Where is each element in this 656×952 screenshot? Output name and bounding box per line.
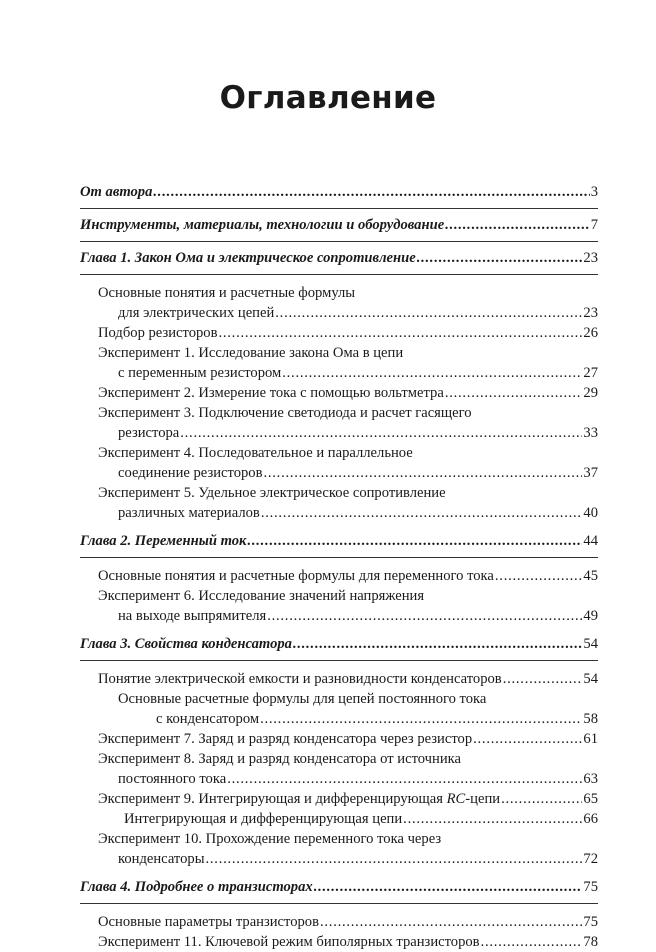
leader-dots <box>227 769 582 789</box>
toc-page-number: 75 <box>583 879 598 895</box>
toc-chapter-1[interactable] <box>80 242 598 275</box>
leader-dots <box>206 849 583 869</box>
toc-entry-label: Глава 3. Свойства конденсатора <box>80 636 292 652</box>
toc-section-ch4-items <box>80 912 598 952</box>
toc-entry-label: Понятие электрической емкости и разновидности конденсаторов <box>98 671 502 687</box>
toc-entry[interactable] <box>80 789 598 809</box>
toc-entry-label: Основные параметры транзисторов <box>98 914 319 930</box>
toc-entry-label: Эксперимент 11. Ключевой режим биполярных транзисторов <box>98 934 480 950</box>
toc-entry-label: Эксперимент 7. Заряд и разряд конденсатора через резистор <box>98 731 473 747</box>
toc-page-number: 33 <box>583 425 598 441</box>
toc-entry[interactable] <box>80 303 598 323</box>
toc-entry[interactable] <box>80 323 598 343</box>
toc-page-number: 23 <box>583 250 598 266</box>
toc-page-number: 45 <box>583 568 598 584</box>
toc-section-ch2-items <box>80 566 598 626</box>
toc-entry[interactable] <box>80 809 598 829</box>
toc-page-number: 37 <box>583 465 598 481</box>
toc-section-ch1-items <box>80 283 598 523</box>
leader-dots <box>282 363 582 383</box>
leader-dots <box>247 531 582 551</box>
toc-entry[interactable] <box>80 423 598 443</box>
toc-page-number: 66 <box>583 811 598 827</box>
toc-page-number: 61 <box>583 731 598 747</box>
toc-entry-line: Эксперимент 1. Исследование закона Ома в цепи <box>98 345 404 361</box>
toc-page-number: 40 <box>583 505 598 521</box>
toc-page-number: 75 <box>583 914 598 930</box>
toc-entry-label: Подбор резисторов <box>98 325 218 341</box>
toc-chapter-3[interactable] <box>80 628 598 661</box>
toc-entry-label: Основные понятия и расчетные формулы для переменного тока <box>98 568 494 584</box>
toc-entry[interactable] <box>80 709 598 729</box>
leader-dots <box>473 729 582 749</box>
toc-page-number: 3 <box>590 184 598 200</box>
toc-entry[interactable] <box>80 769 598 789</box>
toc-entry-label <box>98 789 500 809</box>
leader-dots <box>481 932 583 952</box>
toc-entry[interactable] <box>80 932 598 952</box>
toc-entry[interactable] <box>80 503 598 523</box>
toc-entry-label: От автора <box>80 184 153 200</box>
leader-dots <box>275 303 582 323</box>
leader-dots <box>320 912 582 932</box>
toc-page-number: 63 <box>583 771 598 787</box>
leader-dots <box>445 215 590 235</box>
leader-dots <box>314 877 583 897</box>
toc-entry[interactable] <box>80 566 598 586</box>
toc-entry-line: Эксперимент 3. Подключение светодиода и расчет гасящего <box>98 405 472 421</box>
toc-entry[interactable] <box>80 606 598 626</box>
leader-dots <box>260 709 582 729</box>
toc-page-number: 58 <box>583 711 598 727</box>
toc-entry[interactable] <box>80 849 598 869</box>
toc-entry-label: с конденсатором <box>156 711 260 727</box>
toc-entry-line: Эксперимент 5. Удельное электрическое сопротивление <box>98 485 446 501</box>
toc-entry-line: Основные расчетные формулы для цепей постоянного тока <box>118 691 487 707</box>
toc-entry-line: Эксперимент 8. Заряд и разряд конденсатора от источника <box>98 751 461 767</box>
leader-dots <box>267 606 582 626</box>
leader-dots <box>293 634 582 654</box>
toc-entry-label: Глава 2. Переменный ток <box>80 533 247 549</box>
toc-chapter-2[interactable] <box>80 525 598 558</box>
toc-page-number: 65 <box>583 791 598 807</box>
toc-entry-label: резистора <box>118 425 180 441</box>
toc-entry-label-part: -цепи <box>465 791 501 807</box>
toc-entry-line: Основные понятия и расчетные формулы <box>98 285 356 301</box>
toc-page-number: 72 <box>583 851 598 867</box>
toc-entry[interactable] <box>80 363 598 383</box>
toc-page-number: 29 <box>583 385 598 401</box>
toc-page-number: 44 <box>583 533 598 549</box>
toc-page-number: 27 <box>583 365 598 381</box>
leader-dots <box>180 423 582 443</box>
page-title: Оглавление <box>219 80 437 116</box>
leader-dots <box>501 789 582 809</box>
toc-entry-label: Глава 1. Закон Ома и электрическое сопротивление <box>80 250 416 266</box>
toc-section-ch3-items <box>80 669 598 869</box>
toc-page-number: 54 <box>583 671 598 687</box>
rc-italic: RC <box>446 791 466 807</box>
leader-dots <box>153 182 589 202</box>
toc-entry-label: постоянного тока <box>118 771 227 787</box>
leader-dots <box>263 463 582 483</box>
leader-dots <box>445 383 583 403</box>
toc-entry-line: Эксперимент 4. Последовательное и параллельное <box>98 445 413 461</box>
toc-entry[interactable] <box>80 912 598 932</box>
toc-entry-label-part: Эксперимент 9. Интегрирующая и дифференцирующая <box>98 791 447 807</box>
toc-page-number: 26 <box>583 325 598 341</box>
toc-entry-label: Эксперимент 2. Измерение тока с помощью вольтметра <box>98 385 444 401</box>
toc-entry[interactable] <box>80 463 598 483</box>
leader-dots <box>218 323 582 343</box>
toc-entry[interactable] <box>80 729 598 749</box>
table-of-contents <box>80 182 598 952</box>
toc-entry-label: различных материалов <box>118 505 260 521</box>
toc-page-number: 23 <box>583 305 598 321</box>
toc-entry-line: Эксперимент 10. Прохождение переменного тока через <box>98 831 442 847</box>
leader-dots <box>403 809 582 829</box>
toc-entry-label: для электрических цепей <box>118 305 275 321</box>
leader-dots <box>495 566 583 586</box>
toc-page-number: 78 <box>583 934 598 950</box>
toc-entry-label: соединение резисторов <box>118 465 263 481</box>
toc-entry-label: конденсаторы <box>118 851 205 867</box>
toc-entry-label: Интегрирующая и дифференцирующая цепи <box>124 811 403 827</box>
toc-entry-label: Инструменты, материалы, технологии и оборудование <box>80 217 445 233</box>
toc-entry[interactable] <box>80 669 598 689</box>
toc-entry-label: Глава 4. Подробнее о транзисторах <box>80 879 313 895</box>
leader-dots <box>503 669 583 689</box>
toc-entry-line: Эксперимент 6. Исследование значений напряжения <box>98 588 425 604</box>
toc-page-number: 54 <box>583 636 598 652</box>
toc-entry-label: с переменным резистором <box>118 365 282 381</box>
leader-dots <box>261 503 583 523</box>
toc-entry-tools[interactable] <box>80 209 598 242</box>
toc-page-number: 49 <box>583 608 598 624</box>
toc-entry[interactable] <box>80 383 598 403</box>
leader-dots <box>417 248 583 268</box>
toc-entry-label: на выходе выпрямителя <box>118 608 267 624</box>
toc-chapter-4[interactable] <box>80 871 598 904</box>
toc-page-number: 7 <box>590 217 598 233</box>
toc-entry-from-author[interactable] <box>80 182 598 209</box>
